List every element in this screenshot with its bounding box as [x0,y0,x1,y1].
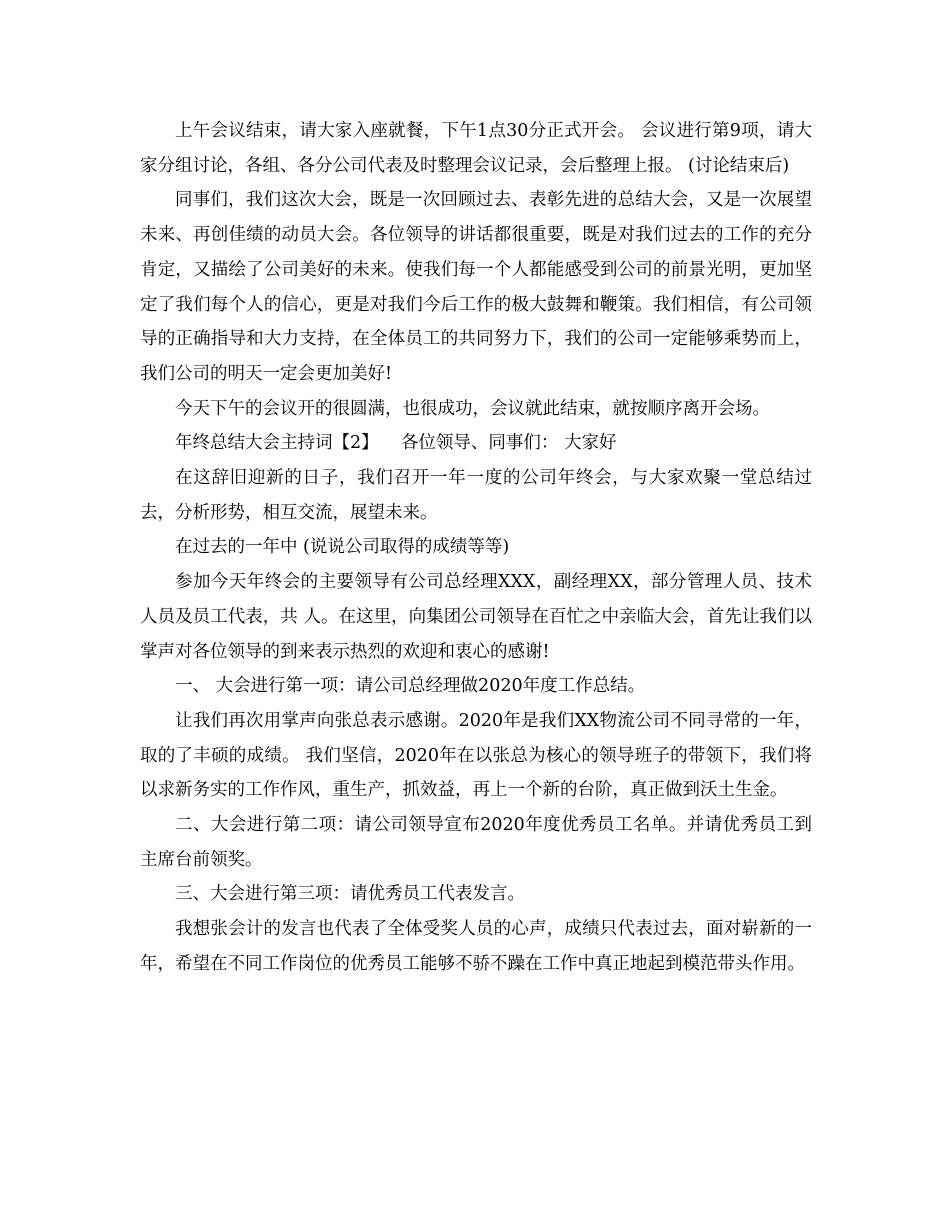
paragraph-1: 上午会议结束，请大家入座就餐，下午1点30分正式开会。 会议进行第9项，请大家分组讨论，各组、各分公司代表及时整理会议记录，会后整理上报。 (讨论结束后) [140,121,812,176]
paragraph-8: 一、 大会进行第一项：请公司总经理做2020年度工作总结。 [175,676,646,697]
paragraph-3: 今天下午的会议开的很圆满，也很成功，会议就此结束，就按顺序离开会场。 [175,398,770,419]
paragraph-12: 我想张会计的发言也代表了全体受奖人员的心声，成绩只代表过去，面对崭新的一年，希望在不同工作岗位的优秀员工能够不骄不躁在工作中真正地起到模范带头作用。 [140,919,812,974]
paragraph-5: 在这辞旧迎新的日子，我们召开一年一度的公司年终会，与大家欢聚一堂总结过去，分析形势，相互交流，展望未来。 [140,468,812,523]
paragraph-11: 三、大会进行第三项：请优秀员工代表发言。 [175,884,525,905]
paragraph-9: 让我们再次用掌声向张总表示感谢。2020年是我们XX物流公司不同寻常的一年，取的了丰硕的成绩。 我们坚信，2020年在以张总为核心的领导班子的带领下，我们将以求新务实的工作作风，重生产，抓效益，再上一个新的台阶，真正做到沃土生金。 [140,710,812,801]
paragraph-2: 同事们，我们这次大会，既是一次回顾过去、表彰先进的总结大会，又是一次展望未来、再创佳绩的动员大会。各位领导的讲话都很重要，既是对我们过去的工作的充分肯定，又描绘了公司美好的未来。使我们每一个人都能感受到公司的前景光明，更加坚定了我们每个人的信心，更是对我们今后工作的极大鼓舞和鞭策。我们相信，有公司领导的正确指导和大力支持，在全体员工的共同努力下，我们的公司一定能够乘势而上，我们公司的明天一定会更加美好! [140,190,812,384]
document-body [140,114,812,982]
paragraph-6: 在过去的一年中 (说说公司取得的成绩等等) [175,537,510,558]
paragraph-10: 二、大会进行第二项：请公司领导宣布2020年度优秀员工名单。并请优秀员工到主席台前领奖。 [140,815,812,870]
paragraph-7: 参加今天年终会的主要领导有公司总经理XXX，副经理XX，部分管理人员、技术人员及员工代表，共 人。在这里，向集团公司领导在百忙之中亲临大会，首先让我们以掌声对各位领导的到来表示热烈的欢迎和衷心的感谢! [140,572,812,662]
paragraph-4-heading: 年终总结大会主持词【2】 各位领导、同事们： 大家好 [175,433,617,454]
